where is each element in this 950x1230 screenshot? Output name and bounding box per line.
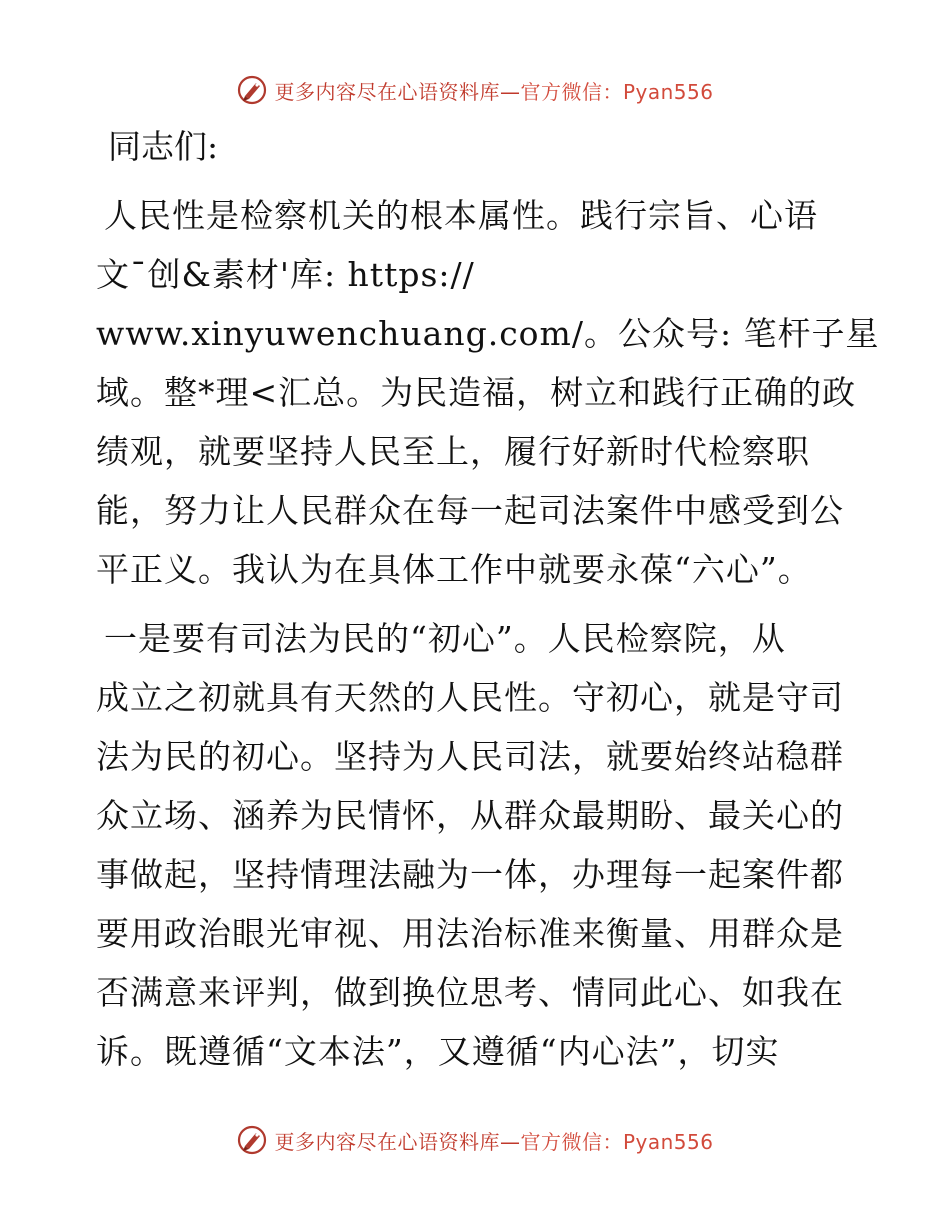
- paragraph-line: 能，努力让人民群众在每一起司法案件中感受到公: [96, 491, 844, 530]
- footer-banner-text: 更多内容尽在心语资料库—官方微信：Pyan556: [274, 1129, 714, 1154]
- paragraph-line: 事做起，坚持情理法融为一体，办理每一起案件都: [96, 855, 844, 894]
- document-body: [96, 118, 880, 1091]
- footer-banner-content: [236, 1124, 713, 1156]
- footer-banner: [0, 1120, 950, 1160]
- paragraph-line: 诉。既遵循“文本法”，又遵循“内心法”，切实: [96, 1032, 780, 1071]
- paragraph-line: 一是要有司法为民的“初心”。人民检察院，从: [104, 619, 786, 658]
- paragraph-line: 绩观，就要坚持人民至上，履行好新时代检察职: [96, 432, 810, 471]
- header-banner-content: [236, 74, 713, 106]
- paragraph-line: www.xinyuwenchuang.com/。公众号: 笔杆子星: [96, 314, 880, 353]
- paragraph-line: 法为民的初心。坚持为人民司法，就要始终站稳群: [96, 737, 844, 776]
- paragraph-line: 人民性是检察机关的根本属性。践行宗旨、心语: [104, 196, 818, 235]
- paragraph-line: 众立场、涵养为民情怀，从群众最期盼、最关心的: [96, 796, 844, 835]
- paragraph-line: 要用政治眼光审视、用法治标准来衡量、用群众是: [96, 914, 844, 953]
- paragraph-1: [96, 186, 880, 599]
- header-banner: [0, 70, 950, 110]
- paragraph-line: 文¯创&素材'库: https://: [96, 255, 475, 294]
- pen-logo-icon: [236, 1124, 268, 1156]
- paragraph-2: [96, 609, 856, 1081]
- paragraph-line: 域。整*理<汇总。为民造福，树立和践行正确的政: [96, 373, 857, 412]
- paragraph-line: 平正义。我认为在具体工作中就要永葆“六心”。: [96, 550, 812, 589]
- pen-logo-icon: [236, 74, 268, 106]
- paragraph-line: 成立之初就具有天然的人民性。守初心，就是守司: [96, 678, 844, 717]
- greeting: 同志们:: [108, 127, 219, 166]
- paragraph-line: 否满意来评判，做到换位思考、情同此心、如我在: [96, 973, 844, 1012]
- header-banner-text: 更多内容尽在心语资料库—官方微信：Pyan556: [274, 79, 714, 104]
